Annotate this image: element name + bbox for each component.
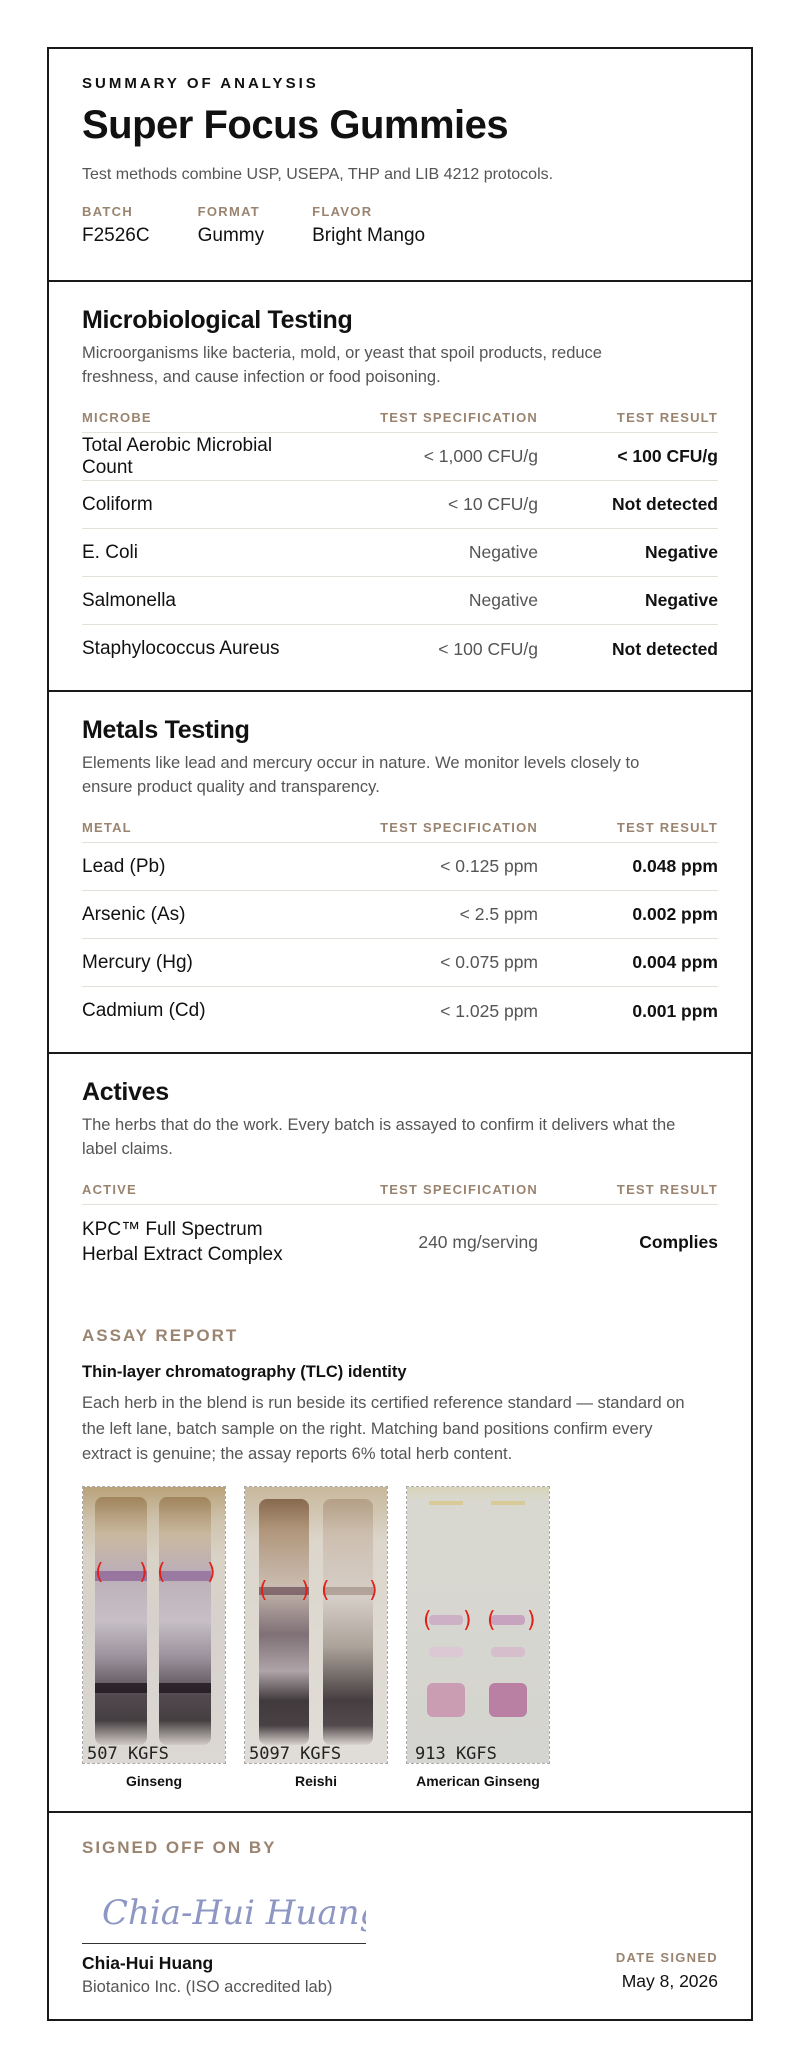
signoff-section <box>49 1813 751 2025</box>
svg-text:): ) <box>463 1607 472 1633</box>
test-result: Negative <box>645 590 718 610</box>
table-row <box>82 481 718 529</box>
tlc-plate-reishi <box>244 1486 388 1789</box>
eyebrow: SUMMARY OF ANALYSIS <box>82 75 319 92</box>
assay-description: Each herb in the blend is run beside its certified reference standard — standard on the left lane, batch sample on the right. Matching band positions confirm every extract is genuine; the assay reports 6% total herb content. <box>82 1394 685 1463</box>
meta-row <box>82 204 718 247</box>
section-description: The herbs that do the work. Every batch is assayed to confirm it delivers what the label claims. <box>82 1116 676 1158</box>
test-spec: < 1.025 ppm <box>440 1000 538 1021</box>
plate-label: 913 KGFS <box>415 1743 497 1764</box>
test-spec: < 0.125 ppm <box>440 856 538 876</box>
test-spec: < 2.5 ppm <box>459 904 538 924</box>
table-row <box>82 987 718 1035</box>
svg-text:(: ( <box>321 1577 330 1603</box>
tlc-plates <box>82 1486 718 1789</box>
plate-label: 507 KGFS <box>87 1743 169 1764</box>
microbe-name: Staphylococcus Aureus <box>82 638 280 659</box>
column-header: TEST SPECIFICATION <box>380 1182 538 1197</box>
signature <box>82 1866 366 1944</box>
svg-text:): ) <box>139 1559 148 1585</box>
actives-section <box>49 1054 751 1813</box>
test-result: Not detected <box>612 494 718 514</box>
tlc-plate-image <box>406 1486 550 1764</box>
assay-eyebrow: ASSAY REPORT <box>82 1326 239 1345</box>
test-spec: < 100 CFU/g <box>438 638 538 659</box>
meta-format <box>198 204 265 247</box>
meta-value: F2526C <box>82 225 150 246</box>
date-value: May 8, 2026 <box>621 1971 718 1991</box>
header-section <box>49 49 751 282</box>
test-result: < 100 CFU/g <box>617 446 718 466</box>
test-spec: < 0.075 ppm <box>440 952 538 972</box>
test-result: 0.004 ppm <box>632 952 718 972</box>
section-title: Microbiological Testing <box>82 306 353 334</box>
test-spec: 240 mg/serving <box>418 1231 538 1252</box>
actives-table <box>82 1175 718 1279</box>
analysis-card <box>47 47 753 2021</box>
meta-label: FORMAT <box>197 204 261 219</box>
plate-caption: American Ginseng <box>416 1772 540 1789</box>
assay-title: Thin-layer chromatography (TLC) identity <box>82 1363 407 1381</box>
table-header <box>82 403 718 433</box>
meta-value: Gummy <box>197 225 265 246</box>
svg-text:): ) <box>207 1559 216 1585</box>
tlc-plate-graphic <box>83 1487 226 1764</box>
test-result: 0.002 ppm <box>632 904 718 924</box>
tlc-plate-image <box>244 1486 388 1764</box>
meta-value: Bright Mango <box>312 225 426 246</box>
metals-section <box>49 692 751 1054</box>
microbe-name: Total Aerobic Microbial Count <box>82 434 273 478</box>
tlc-plate-ginseng <box>82 1486 226 1789</box>
microbe-name: E. Coli <box>82 541 138 563</box>
date-label: DATE SIGNED <box>615 1950 718 1965</box>
plate-label: 5097 KGFS <box>249 1743 342 1764</box>
plate-caption: Reishi <box>294 1772 337 1789</box>
test-result: 0.048 ppm <box>632 856 718 876</box>
signer-name: Chia-Hui Huang <box>82 1953 214 1973</box>
svg-text:): ) <box>527 1607 536 1633</box>
table-row <box>82 577 718 625</box>
table-row <box>82 625 718 673</box>
signature-graphic <box>82 1866 366 1944</box>
meta-label: BATCH <box>82 204 134 219</box>
table-row <box>82 891 718 939</box>
column-header: TEST SPECIFICATION <box>380 820 538 835</box>
metal-name: Mercury (Hg) <box>82 951 193 973</box>
svg-text:): ) <box>301 1577 310 1603</box>
section-description: Microorganisms like bacteria, mold, or yeast that spoil products, reduce freshness, and cause infection or food poisoning. <box>82 344 602 386</box>
micro-section <box>49 282 751 692</box>
metal-name: Lead (Pb) <box>82 855 166 877</box>
svg-text:(: ( <box>487 1607 496 1633</box>
svg-text:(: ( <box>259 1577 268 1603</box>
section-title: Actives <box>82 1078 169 1106</box>
plate-caption: Ginseng <box>125 1772 182 1789</box>
column-header: TEST RESULT <box>616 1182 718 1197</box>
table-header <box>82 813 718 843</box>
microbe-name: Salmonella <box>82 589 176 611</box>
test-spec: Negative <box>468 542 538 562</box>
table-row <box>82 843 718 891</box>
section-title: Metals Testing <box>82 716 250 744</box>
column-header: METAL <box>82 820 132 835</box>
table-row <box>82 433 718 481</box>
table-row <box>82 529 718 577</box>
tlc-plate-graphic <box>407 1487 550 1764</box>
micro-table <box>82 403 718 673</box>
column-header: ACTIVE <box>82 1182 137 1197</box>
meta-batch <box>82 204 150 247</box>
test-spec: < 1,000 CFU/g <box>423 446 538 466</box>
date-block <box>616 1950 718 1992</box>
test-spec: < 10 CFU/g <box>448 494 538 514</box>
page-subtitle: Test methods combine USP, USEPA, THP and LIB 4212 protocols. <box>82 166 554 183</box>
meta-label: FLAVOR <box>312 204 373 219</box>
svg-text:(: ( <box>423 1607 432 1633</box>
metals-table <box>82 813 718 1035</box>
column-header: TEST RESULT <box>616 820 718 835</box>
metal-name: Arsenic (As) <box>82 903 186 925</box>
meta-flavor <box>312 204 425 247</box>
test-result: 0.001 ppm <box>632 1000 718 1021</box>
column-header: TEST SPECIFICATION <box>380 410 538 425</box>
active-name: KPC™ Full Spectrum Herbal Extract Complex <box>82 1219 283 1265</box>
microbe-name: Coliform <box>82 493 153 515</box>
svg-text:): ) <box>369 1577 378 1603</box>
page-title: Super Focus Gummies <box>82 103 509 147</box>
svg-text:(: ( <box>95 1559 104 1585</box>
signature-text: Chia-Hui Huang <box>102 1893 366 1933</box>
signer-org: Biotanico Inc. (ISO accredited lab) <box>82 1978 333 1996</box>
test-result: Complies <box>639 1231 718 1252</box>
table-row <box>82 1205 718 1279</box>
test-result: Negative <box>645 542 718 562</box>
metal-name: Cadmium (Cd) <box>82 1000 206 1021</box>
section-description: Elements like lead and mercury occur in nature. We monitor levels closely to ensure product quality and transparency. <box>82 754 640 796</box>
tlc-plate-image <box>82 1486 226 1764</box>
tlc-plate-american-ginseng <box>406 1486 550 1789</box>
table-header <box>82 1175 718 1205</box>
signoff-eyebrow: SIGNED OFF ON BY <box>82 1838 277 1857</box>
table-row <box>82 939 718 987</box>
column-header: TEST RESULT <box>616 410 718 425</box>
column-header: MICROBE <box>82 410 152 425</box>
test-spec: Negative <box>468 590 538 610</box>
svg-text:(: ( <box>157 1559 166 1585</box>
tlc-plate-graphic <box>245 1487 388 1764</box>
test-result: Not detected <box>612 638 718 659</box>
